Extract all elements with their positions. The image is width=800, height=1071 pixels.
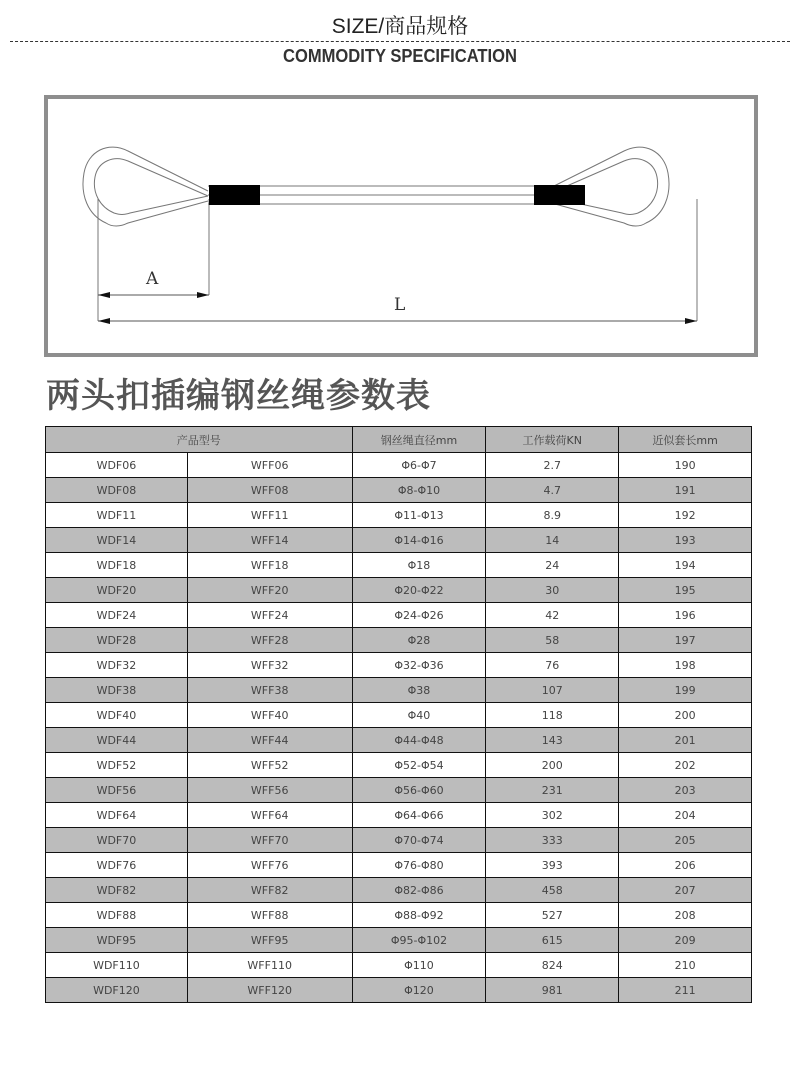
table-row	[46, 928, 752, 953]
cell-working-load: 302	[486, 803, 619, 828]
cell-diameter: Φ11-Φ13	[352, 503, 486, 528]
table-row	[46, 778, 752, 803]
cell-approx-length: 201	[619, 728, 752, 753]
cell-model-wdf: WDF95	[46, 928, 188, 953]
cell-diameter: Φ14-Φ16	[352, 528, 486, 553]
cell-model-wff: WFF64	[187, 803, 352, 828]
cell-approx-length: 203	[619, 778, 752, 803]
cell-model-wff: WFF06	[187, 453, 352, 478]
table-row	[46, 528, 752, 553]
cell-model-wdf: WDF06	[46, 453, 188, 478]
cell-working-load: 143	[486, 728, 619, 753]
cell-diameter: Φ8-Φ10	[352, 478, 486, 503]
cell-approx-length: 195	[619, 578, 752, 603]
cell-model-wff: WFF18	[187, 553, 352, 578]
cell-model-wdf: WDF32	[46, 653, 188, 678]
cell-diameter: Φ88-Φ92	[352, 903, 486, 928]
cell-working-load: 231	[486, 778, 619, 803]
table-row	[46, 828, 752, 853]
cell-diameter: Φ70-Φ74	[352, 828, 486, 853]
cell-approx-length: 200	[619, 703, 752, 728]
cell-model-wff: WFF95	[187, 928, 352, 953]
table-row	[46, 728, 752, 753]
cell-model-wdf: WDF82	[46, 878, 188, 903]
cell-diameter: Φ18	[352, 553, 486, 578]
cell-diameter: Φ56-Φ60	[352, 778, 486, 803]
cell-working-load: 824	[486, 953, 619, 978]
cell-approx-length: 205	[619, 828, 752, 853]
table-title: 两头扣插编钢丝绳参数表	[46, 376, 431, 416]
dimension-label-l: L	[394, 295, 406, 315]
cell-model-wdf: WDF20	[46, 578, 188, 603]
cell-diameter: Φ82-Φ86	[352, 878, 486, 903]
cell-diameter: Φ40	[352, 703, 486, 728]
table-row	[46, 478, 752, 503]
cell-model-wdf: WDF76	[46, 853, 188, 878]
cell-model-wff: WFF08	[187, 478, 352, 503]
cell-working-load: 8.9	[486, 503, 619, 528]
table-row	[46, 953, 752, 978]
dashed-divider	[10, 41, 790, 42]
cell-diameter: Φ110	[352, 953, 486, 978]
cell-model-wdf: WDF24	[46, 603, 188, 628]
dimension-label-a: A	[146, 269, 159, 289]
cell-working-load: 981	[486, 978, 619, 1003]
cell-model-wff: WFF110	[187, 953, 352, 978]
cell-diameter: Φ76-Φ80	[352, 853, 486, 878]
table-row	[46, 803, 752, 828]
cell-model-wff: WFF56	[187, 778, 352, 803]
cell-working-load: 107	[486, 678, 619, 703]
cell-model-wff: WFF40	[187, 703, 352, 728]
cell-approx-length: 199	[619, 678, 752, 703]
cell-approx-length: 196	[619, 603, 752, 628]
cell-working-load: 30	[486, 578, 619, 603]
cell-approx-length: 190	[619, 453, 752, 478]
cell-working-load: 24	[486, 553, 619, 578]
cell-working-load: 458	[486, 878, 619, 903]
cell-working-load: 118	[486, 703, 619, 728]
cell-model-wff: WFF52	[187, 753, 352, 778]
wire-rope-diagram	[44, 95, 758, 357]
cell-working-load: 58	[486, 628, 619, 653]
table-row	[46, 503, 752, 528]
cell-diameter: Φ52-Φ54	[352, 753, 486, 778]
cell-working-load: 14	[486, 528, 619, 553]
cell-model-wdf: WDF40	[46, 703, 188, 728]
cell-approx-length: 192	[619, 503, 752, 528]
cell-model-wdf: WDF88	[46, 903, 188, 928]
cell-diameter: Φ38	[352, 678, 486, 703]
cell-model-wdf: WDF110	[46, 953, 188, 978]
cell-model-wdf: WDF120	[46, 978, 188, 1003]
cell-model-wdf: WDF70	[46, 828, 188, 853]
cell-model-wff: WFF24	[187, 603, 352, 628]
right-ferrule	[534, 185, 585, 205]
cell-diameter: Φ20-Φ22	[352, 578, 486, 603]
cell-approx-length: 207	[619, 878, 752, 903]
cell-model-wff: WFF14	[187, 528, 352, 553]
cell-model-wdf: WDF28	[46, 628, 188, 653]
cell-diameter: Φ32-Φ36	[352, 653, 486, 678]
cell-working-load: 76	[486, 653, 619, 678]
table-row	[46, 653, 752, 678]
cell-diameter: Φ24-Φ26	[352, 603, 486, 628]
commodity-specification-heading: COMMODITY SPECIFICATION	[283, 46, 517, 66]
cell-approx-length: 208	[619, 903, 752, 928]
cell-model-wdf: WDF11	[46, 503, 188, 528]
table-row	[46, 553, 752, 578]
cell-model-wdf: WDF52	[46, 753, 188, 778]
cell-model-wdf: WDF18	[46, 553, 188, 578]
cell-model-wdf: WDF56	[46, 778, 188, 803]
cell-approx-length: 211	[619, 978, 752, 1003]
cell-working-load: 615	[486, 928, 619, 953]
cell-diameter: Φ28	[352, 628, 486, 653]
cell-approx-length: 197	[619, 628, 752, 653]
cell-approx-length: 198	[619, 653, 752, 678]
cell-model-wff: WFF70	[187, 828, 352, 853]
table-row	[46, 753, 752, 778]
table-row	[46, 853, 752, 878]
table-header-row	[46, 427, 752, 453]
cell-model-wff: WFF11	[187, 503, 352, 528]
cell-working-load: 527	[486, 903, 619, 928]
table-row	[46, 703, 752, 728]
header-working-load: 工作载荷KN	[486, 427, 619, 453]
table-row	[46, 878, 752, 903]
cell-model-wdf: WDF14	[46, 528, 188, 553]
cell-working-load: 4.7	[486, 478, 619, 503]
table-row	[46, 453, 752, 478]
cell-model-wff: WFF76	[187, 853, 352, 878]
cell-model-wff: WFF44	[187, 728, 352, 753]
cell-model-wdf: WDF08	[46, 478, 188, 503]
header-model: 产品型号	[46, 427, 353, 453]
cell-approx-length: 191	[619, 478, 752, 503]
cell-approx-length: 206	[619, 853, 752, 878]
header-diameter: 钢丝绳直径mm	[352, 427, 486, 453]
cell-model-wdf: WDF38	[46, 678, 188, 703]
cell-working-load: 200	[486, 753, 619, 778]
cell-model-wff: WFF88	[187, 903, 352, 928]
cell-diameter: Φ120	[352, 978, 486, 1003]
cell-approx-length: 210	[619, 953, 752, 978]
cell-working-load: 333	[486, 828, 619, 853]
size-title: SIZE/商品规格	[331, 15, 469, 38]
cell-model-wff: WFF120	[187, 978, 352, 1003]
cell-approx-length: 202	[619, 753, 752, 778]
cell-model-wff: WFF82	[187, 878, 352, 903]
table-row	[46, 978, 752, 1003]
cell-working-load: 393	[486, 853, 619, 878]
cell-approx-length: 209	[619, 928, 752, 953]
cell-model-wdf: WDF64	[46, 803, 188, 828]
cell-approx-length: 204	[619, 803, 752, 828]
cell-diameter: Φ44-Φ48	[352, 728, 486, 753]
header-approx-length: 近似套长mm	[619, 427, 752, 453]
cell-model-wdf: WDF44	[46, 728, 188, 753]
table-row	[46, 578, 752, 603]
table-row	[46, 628, 752, 653]
cell-model-wff: WFF28	[187, 628, 352, 653]
spec-table	[45, 426, 752, 1003]
cell-diameter: Φ6-Φ7	[352, 453, 486, 478]
cell-model-wff: WFF32	[187, 653, 352, 678]
cell-working-load: 2.7	[486, 453, 619, 478]
table-row	[46, 903, 752, 928]
cell-model-wff: WFF38	[187, 678, 352, 703]
cell-diameter: Φ95-Φ102	[352, 928, 486, 953]
cell-diameter: Φ64-Φ66	[352, 803, 486, 828]
table-row	[46, 603, 752, 628]
table-row	[46, 678, 752, 703]
cell-approx-length: 194	[619, 553, 752, 578]
cell-working-load: 42	[486, 603, 619, 628]
cell-approx-length: 193	[619, 528, 752, 553]
left-ferrule	[209, 185, 260, 205]
cell-model-wff: WFF20	[187, 578, 352, 603]
